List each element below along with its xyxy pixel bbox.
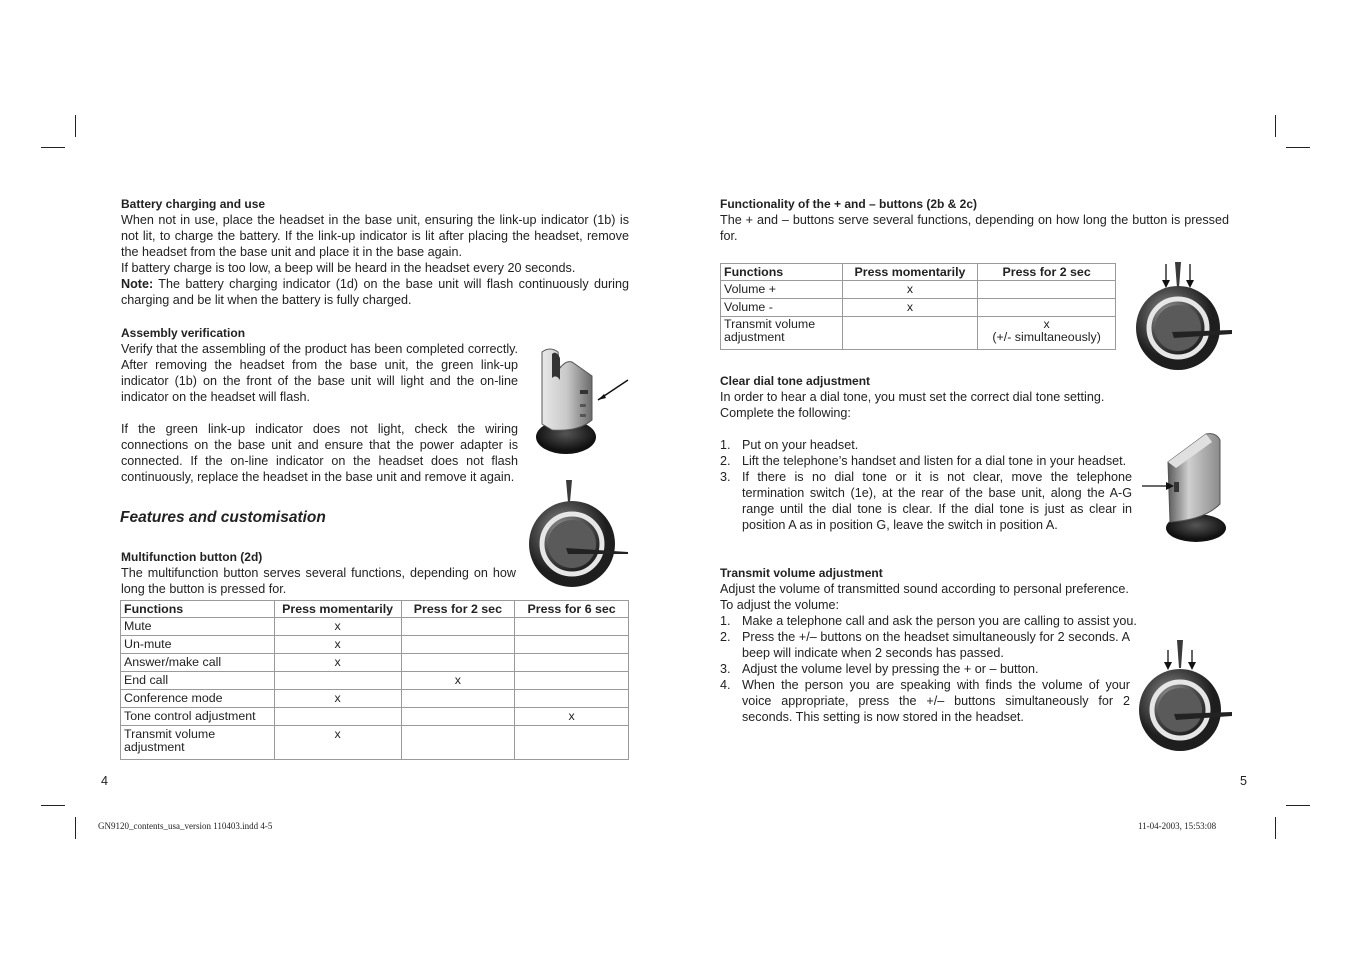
list-item — [720, 629, 1130, 661]
note-label: Note: — [121, 277, 154, 291]
table-cell: Volume - — [721, 299, 843, 317]
table-cell — [842, 317, 978, 350]
table-cell — [978, 281, 1116, 299]
table-row — [121, 672, 629, 690]
step-text: Make a telephone call and ask the person you are calling to assist you. — [742, 614, 1137, 628]
table-cell: x — [274, 654, 401, 672]
table-cell — [721, 317, 843, 350]
table-header-row — [721, 264, 1116, 281]
footer-timestamp: 11-04-2003, 15:53:08 — [1138, 821, 1217, 831]
cell-line: x — [1043, 317, 1050, 331]
functionality-heading: Functionality of the + and – buttons (2b & 2c) — [720, 197, 978, 211]
table-row — [121, 654, 629, 672]
table-cell — [978, 299, 1116, 317]
list-item — [720, 453, 1132, 469]
table-cell: x — [842, 299, 978, 317]
table-cell — [515, 636, 629, 654]
headset-button-image — [528, 478, 632, 590]
table-row — [721, 317, 1116, 350]
crop-mark — [1275, 817, 1276, 839]
step-text: Adjust the volume level by pressing the + or – button. — [742, 662, 1039, 676]
table-cell — [401, 726, 515, 760]
assembly-text — [121, 341, 518, 485]
battery-text — [121, 212, 629, 308]
battery-paragraph-1: When not in use, place the headset in the base unit, ensuring the link-up indicator (1b) is not lit, to charge the battery. If the link-up indicator is lit after placing the headset, remove the headset from the base unit and place it in the base again. — [121, 213, 629, 259]
table-cell — [401, 690, 515, 708]
list-item — [720, 613, 1182, 629]
table-cell — [401, 618, 515, 636]
table-cell — [274, 708, 401, 726]
battery-note — [121, 276, 629, 308]
transmit-heading: Transmit volume adjustment — [720, 566, 883, 580]
cell-line: (+/- simultaneously) — [992, 330, 1101, 344]
table-cell: x — [274, 690, 401, 708]
step-number: 3. — [720, 470, 731, 484]
page-number-left: 4 — [101, 774, 109, 788]
table-cell: x — [274, 636, 401, 654]
table-cell: Un-mute — [121, 636, 275, 654]
table-header: Press for 6 sec — [515, 601, 629, 618]
table-cell — [401, 654, 515, 672]
table-cell: Tone control adjustment — [121, 708, 275, 726]
crop-mark — [1286, 147, 1310, 148]
step-number: 1. — [720, 438, 731, 452]
table-cell — [274, 672, 401, 690]
step-number: 1. — [720, 614, 731, 628]
list-item — [720, 661, 1130, 677]
step-number: 2. — [720, 630, 731, 644]
crop-mark — [1275, 115, 1276, 137]
cell-line: Transmit volume — [724, 317, 816, 331]
note-text: The battery charging indicator (1d) on the base unit will flash continuously during charging and be lit when the battery is fully charged. — [121, 277, 629, 307]
multifunction-paragraph: The multifunction button serves several functions, depending on how long the button is pressed for. — [121, 566, 516, 596]
table-cell — [121, 726, 275, 760]
step-text: Press the +/– buttons on the headset simultaneously for 2 seconds. A beep will indicate when 2 seconds has passed. — [742, 630, 1130, 660]
headset-button-arrows-image — [1136, 640, 1234, 752]
table-header: Functions — [121, 601, 275, 618]
list-item — [720, 469, 1132, 533]
battery-paragraph-2: If battery charge is too low, a beep will be heard in the headset every 20 seconds. — [121, 261, 576, 275]
table-row — [721, 299, 1116, 317]
features-title: Features and customisation — [120, 509, 326, 526]
table-cell: Answer/make call — [121, 654, 275, 672]
transmit-steps — [720, 613, 1137, 725]
crop-mark — [75, 115, 76, 137]
table-cell — [978, 317, 1116, 350]
table-cell — [515, 726, 629, 760]
list-item — [720, 677, 1130, 725]
cell-line: adjustment — [124, 740, 185, 754]
list-item — [720, 437, 1132, 453]
cell-line: adjustment — [724, 330, 785, 344]
functionality-paragraph: The + and – buttons serve several functions, depending on how long the button is pressed for. — [720, 213, 1229, 243]
table-cell: x — [842, 281, 978, 299]
dial-tone-heading: Clear dial tone adjustment — [720, 374, 871, 388]
table-row — [121, 618, 629, 636]
step-number: 4. — [720, 678, 731, 692]
crop-mark — [41, 805, 65, 806]
base-unit-image — [530, 340, 630, 458]
battery-heading: Battery charging and use — [121, 197, 266, 211]
table-row — [721, 281, 1116, 299]
plus-minus-table — [720, 263, 1116, 350]
transmit-paragraph-2: To adjust the volume: — [720, 598, 840, 612]
table-cell — [515, 672, 629, 690]
table-cell — [401, 708, 515, 726]
crop-mark — [41, 147, 65, 148]
transmit-intro — [720, 581, 1160, 613]
table-cell: x — [274, 726, 401, 760]
table-cell — [515, 654, 629, 672]
assembly-heading: Assembly verification — [121, 326, 246, 340]
table-row — [121, 708, 629, 726]
table-header: Press momentarily — [274, 601, 401, 618]
table-header: Press momentarily — [842, 264, 978, 281]
table-cell: End call — [121, 672, 275, 690]
headset-button-arrows-image — [1136, 262, 1234, 372]
step-text: When the person you are speaking with finds the volume of your voice appropriate, press the +/– buttons simultaneously for 2 seconds. This setting is now stored in the headset. — [742, 678, 1130, 724]
table-row — [121, 636, 629, 654]
base-unit-side-image — [1140, 428, 1232, 546]
table-cell: x — [274, 618, 401, 636]
footer-file-name: GN9120_contents_usa_version 110403.indd 4-5 — [98, 821, 273, 831]
table-row — [121, 726, 629, 760]
cell-line: Transmit volume — [124, 727, 216, 741]
page-number-right: 5 — [1240, 774, 1248, 788]
step-text: Put on your headset. — [742, 438, 859, 452]
multifunction-heading: Multifunction button (2d) — [121, 550, 263, 564]
step-text: If there is no dial tone or it is not clear, move the telephone termination switch (1e), at the rear of the base unit, along the A-G range until the dial tone is clear. If the dial tone is just as clear in position A as in position G, leave the switch in position A. — [742, 470, 1132, 532]
table-cell — [515, 690, 629, 708]
table-cell: x — [401, 672, 515, 690]
table-header: Functions — [721, 264, 843, 281]
step-number: 2. — [720, 454, 731, 468]
transmit-paragraph-1: Adjust the volume of transmitted sound according to personal preference. — [720, 582, 1129, 596]
step-text: Lift the telephone’s handset and listen for a dial tone in your headset. — [742, 454, 1127, 468]
table-header: Press for 2 sec — [978, 264, 1116, 281]
table-cell: Conference mode — [121, 690, 275, 708]
table-header: Press for 2 sec — [401, 601, 515, 618]
crop-mark — [1286, 805, 1310, 806]
dial-tone-paragraph: In order to hear a dial tone, you must set the correct dial tone setting. Complete the following: — [720, 390, 1105, 420]
multifunction-table — [120, 600, 629, 760]
table-cell — [401, 636, 515, 654]
table-row — [121, 690, 629, 708]
crop-mark — [75, 817, 76, 839]
step-number: 3. — [720, 662, 731, 676]
dial-tone-steps — [720, 437, 1132, 533]
assembly-paragraph-2: If the green link-up indicator does not light, check the wiring connections on the base unit and ensure that the power adapter is connected. If the on-line indicator on the headset does not flash continuously, replace the headset in the base unit and remove it again. — [121, 422, 518, 484]
assembly-paragraph-1: Verify that the assembling of the product has been completed correctly. After removing the headset from the base unit, the green link-up indicator (1b) on the front of the base unit will light and the on-line indicator on the headset will flash. — [121, 342, 518, 404]
table-cell: x — [515, 708, 629, 726]
table-cell: Volume + — [721, 281, 843, 299]
table-cell: Mute — [121, 618, 275, 636]
table-cell — [515, 618, 629, 636]
table-header-row — [121, 601, 629, 618]
